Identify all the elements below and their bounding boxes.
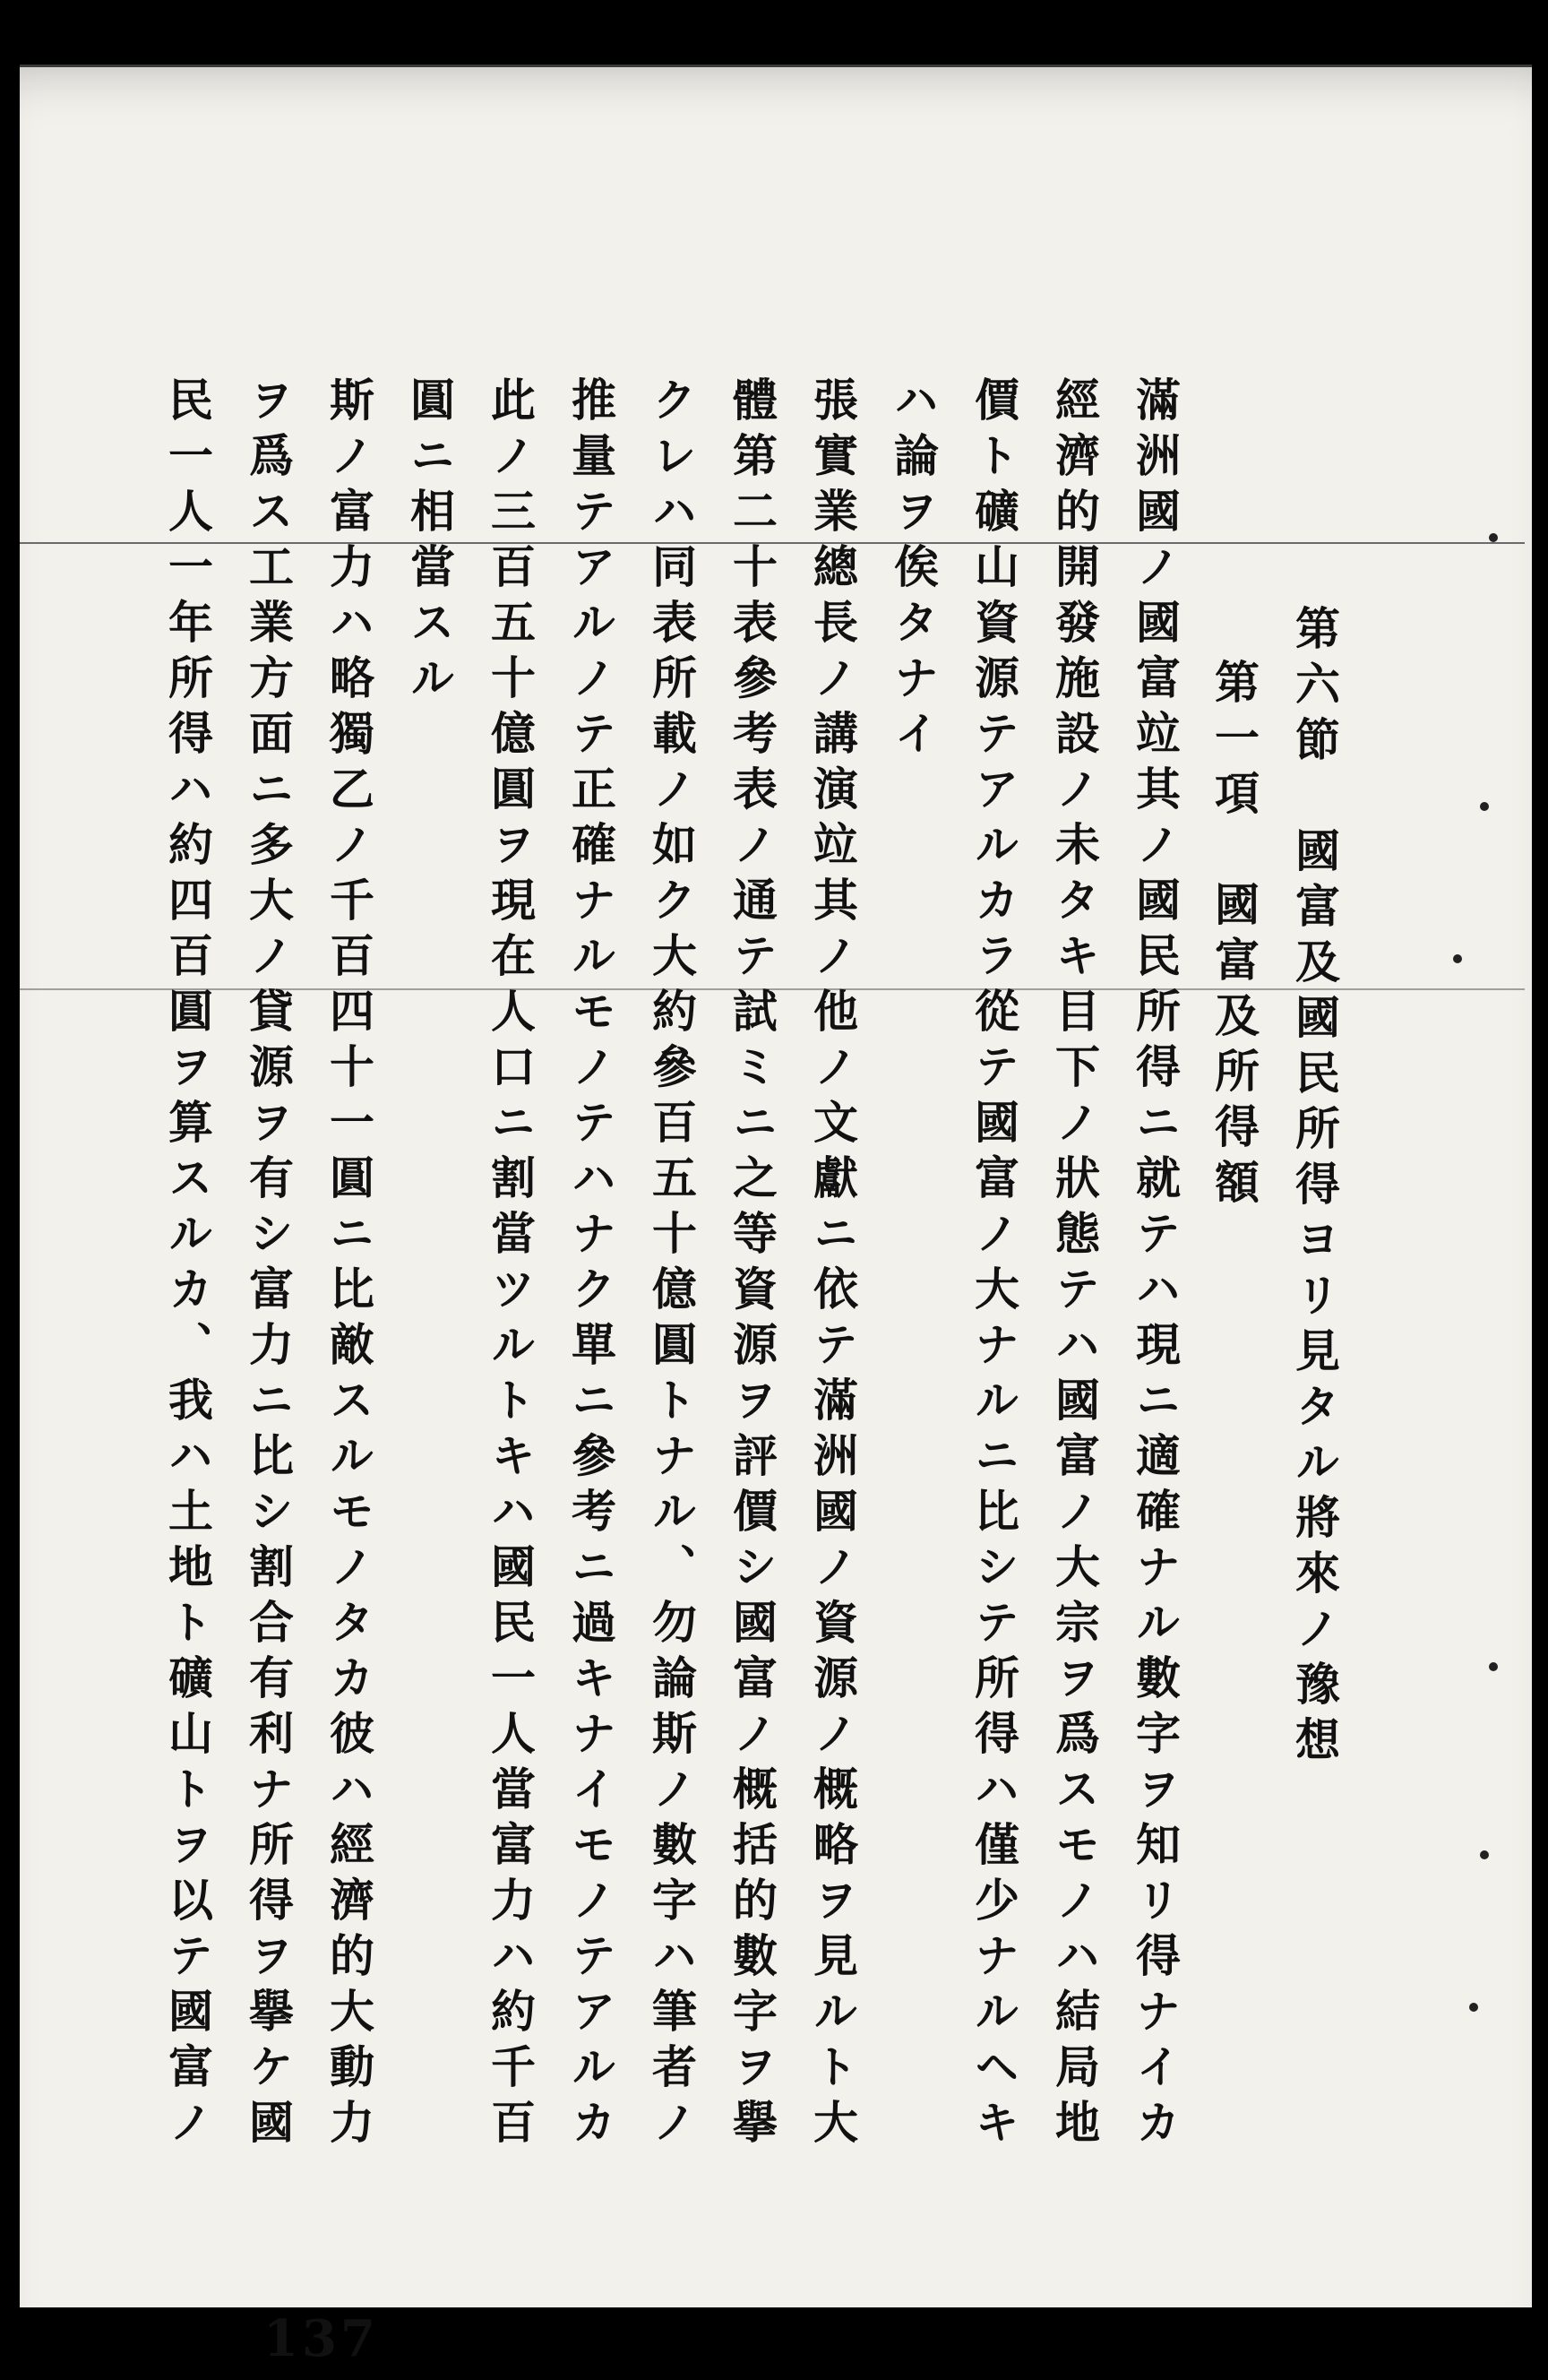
ink-speck <box>1453 954 1462 963</box>
section-heading: 第六節 國富及國民所得ヨリ見タル將來ノ豫想 <box>1288 605 1341 1772</box>
body-column: 推量テアルノテ正確ナルモノテハナク單ニ參考ニ過キナイモノテアルカ <box>564 376 617 2154</box>
body-column: 體第二十表參考表ノ通テ試ミニ之等資源ヲ評價シ國富ノ概括的數字ヲ擧 <box>726 376 778 2154</box>
body-column: 價ト礦山資源テアルカラ從テ國富ノ大ナルニ比シテ所得ハ僅少ナルヘキ <box>968 376 1020 2154</box>
body-column: 經濟的開發施設ノ未タキ目下ノ狀態テハ國富ノ大宗ヲ爲スモノハ結局地 <box>1048 376 1101 2154</box>
body-column: 圓ニ相當スル <box>403 376 456 710</box>
body-column: 張實業總長ノ講演竝其ノ他ノ文獻ニ依テ滿洲國ノ資源ノ概略ヲ見ルト大 <box>806 376 859 2154</box>
subsection-heading: 第一項 國富及所得額 <box>1208 659 1260 1214</box>
ink-speck <box>1469 2003 1478 2012</box>
ink-speck <box>1489 1662 1498 1671</box>
body-column: 斯ノ富力ハ略獨乙ノ千百四十一圓ニ比敵スルモノタカ彼ハ經濟的大動力 <box>322 376 375 2154</box>
body-column: 此ノ三百五十億圓ヲ現在人口ニ割當ツルトキハ國民一人當富力ハ約千百 <box>484 376 537 2154</box>
body-column: 滿洲國ノ國富竝其ノ國民所得ニ就テハ現ニ適確ナル數字ヲ知リ得ナイカ <box>1129 376 1182 2154</box>
body-column: 民一人一年所得ハ約四百圓ヲ算スルカ、我ハ土地ト礦山トヲ以テ國富ノ <box>161 376 214 2154</box>
scanned-page <box>20 65 1532 2368</box>
body-column: クレハ同表所載ノ如ク大約參百五十億圓トナル、勿論斯ノ數字ハ筆者ノ <box>645 376 698 2154</box>
ink-speck <box>1480 802 1489 811</box>
ink-speck <box>1489 533 1498 542</box>
body-column: ハ論ヲ俟タナイ <box>887 376 940 765</box>
ink-speck <box>1480 1850 1489 1859</box>
body-column: ヲ爲ス工業方面ニ多大ノ貸源ヲ有シ富力ニ比シ割合有利ナ所得ヲ擧ケ國 <box>242 376 295 2154</box>
page-number: 137 <box>263 2309 379 2368</box>
